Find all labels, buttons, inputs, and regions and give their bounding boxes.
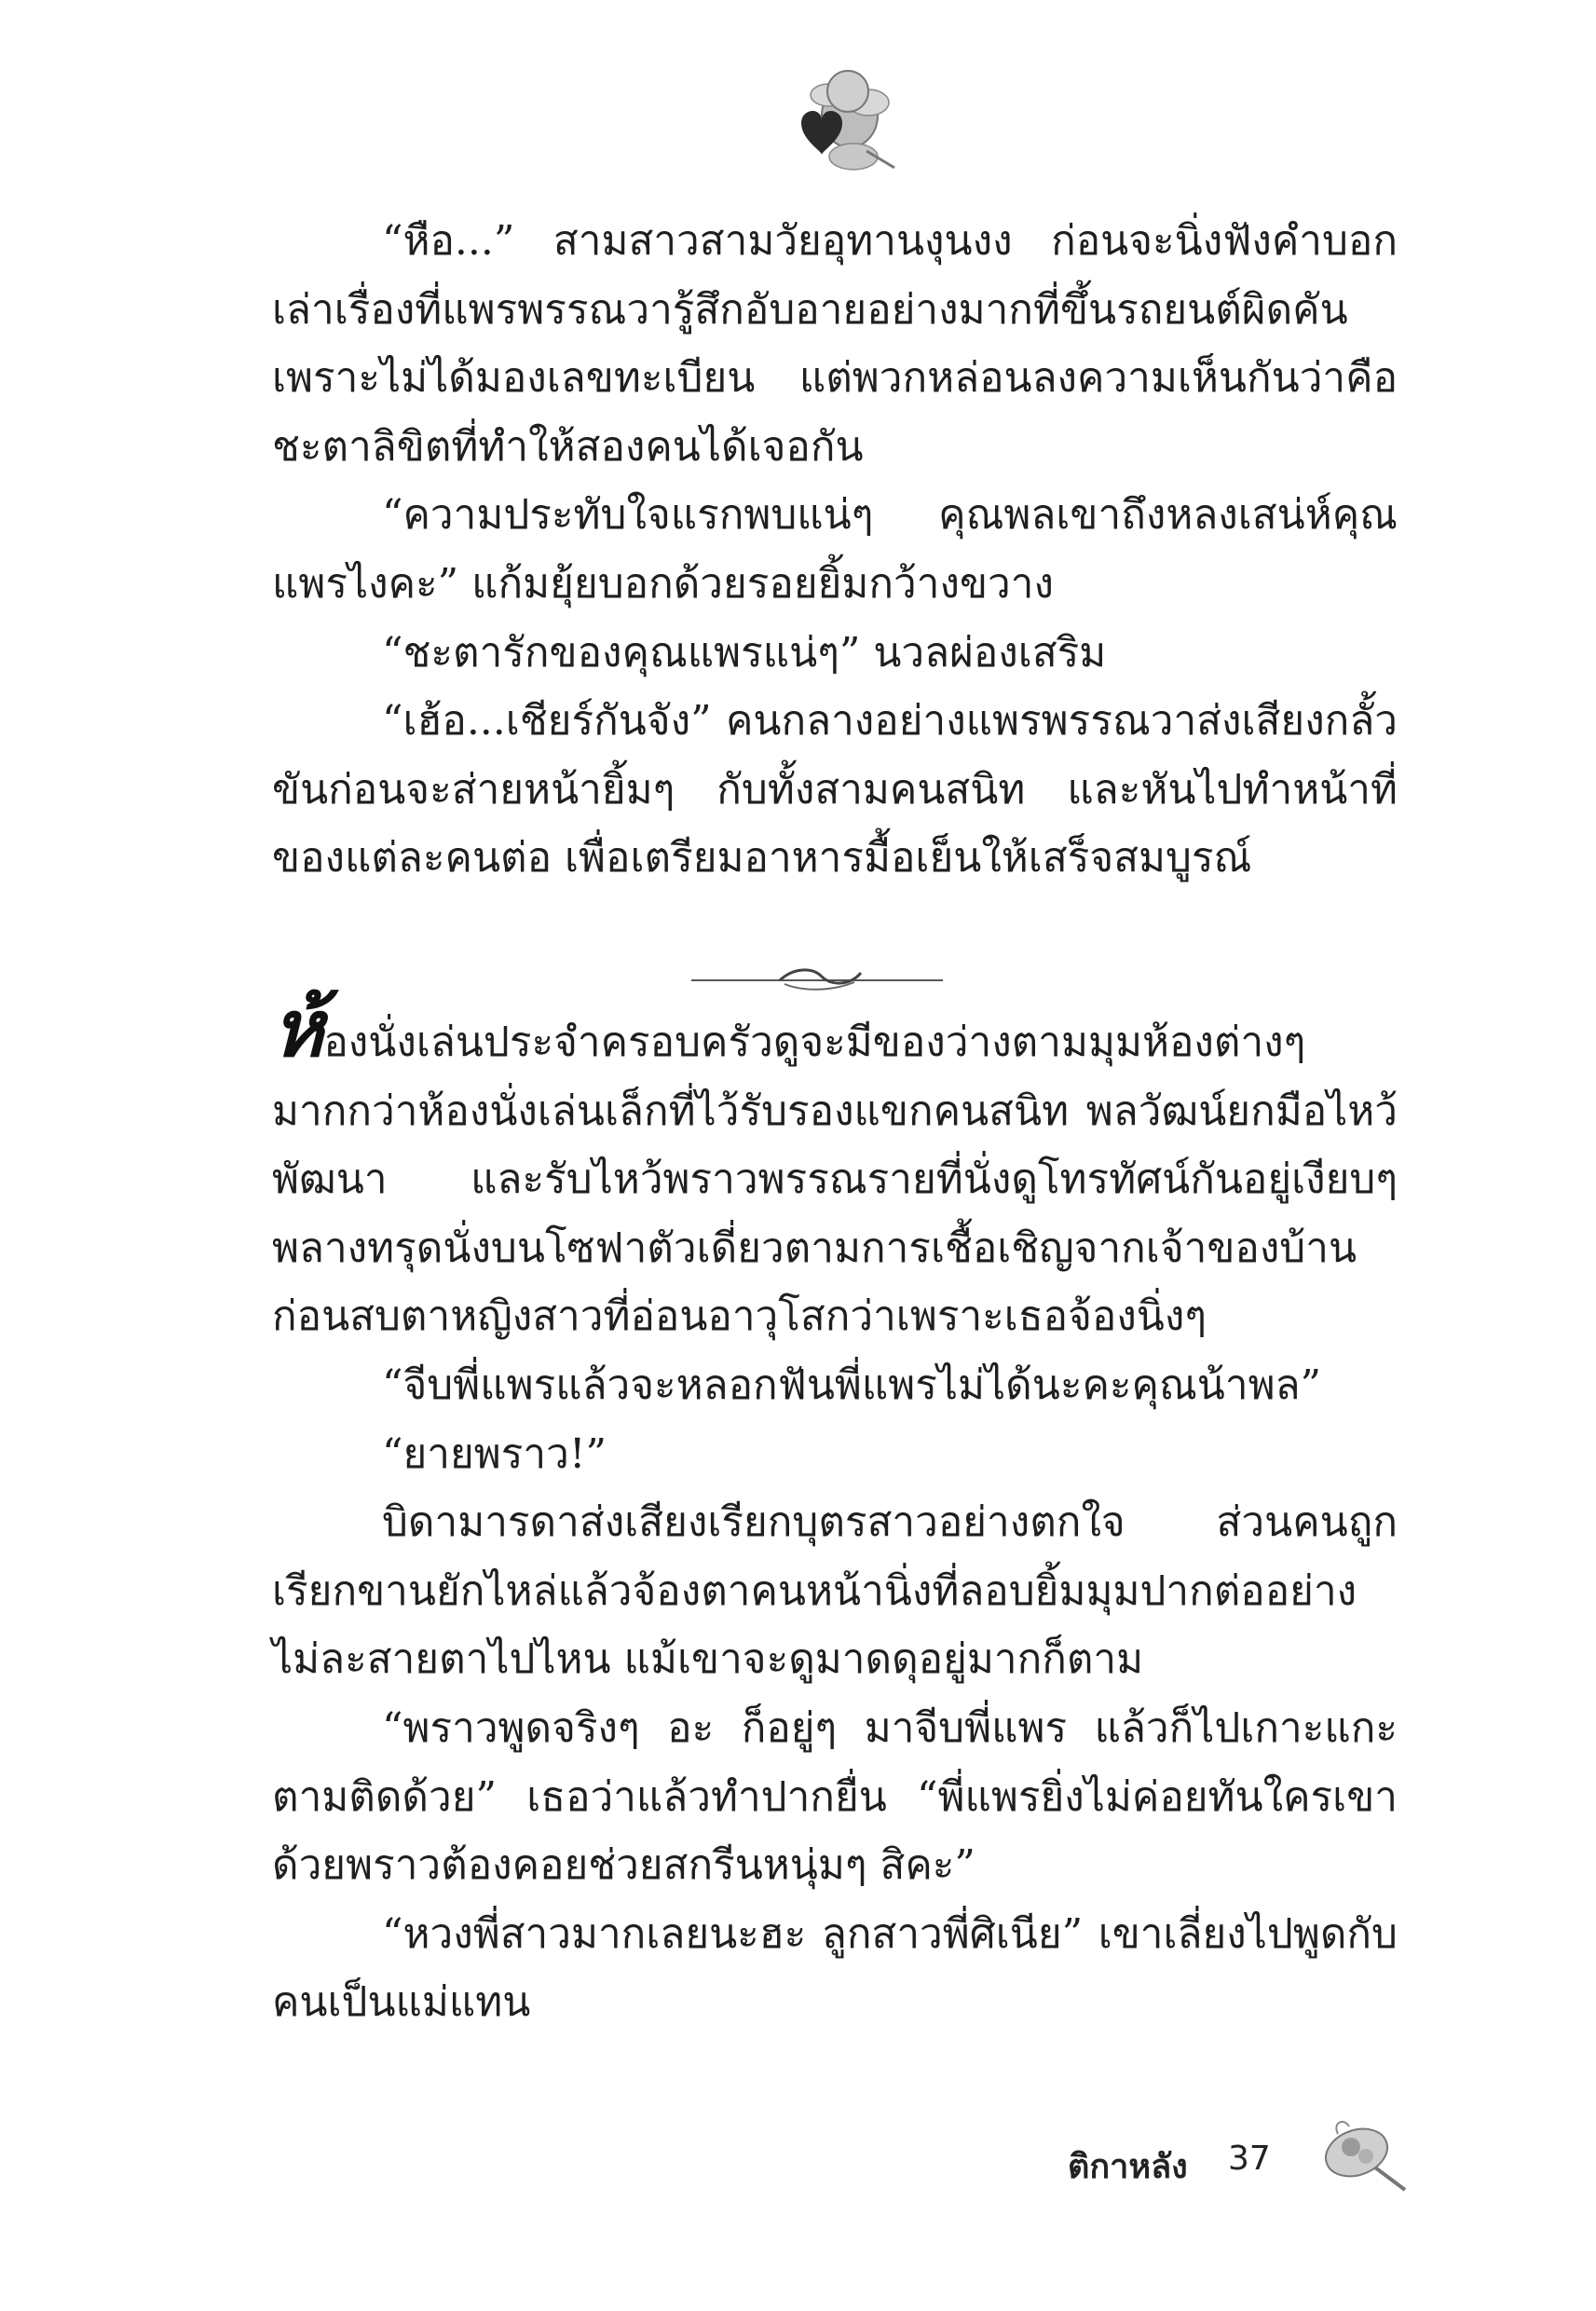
page-number: 37 [1228,2140,1271,2178]
paragraph: “หวงพี่สาวมากเลยนะฮะ ลูกสาวพี่ศิเนีย” เขาเลี่ยงไปพูดกับคนเป็นแม่แทน [272,1909,1398,2027]
paragraph: “ความประทับใจแรกพบแน่ๆ คุณพลเขาถึงหลงเสน่ห์คุณแพรไงคะ” แก้มยุ้ยบอกด้วยรอยยิ้มกว้างขวาง [272,491,1398,608]
paragraph: “พราวพูดจริงๆ อะ ก็อยู่ๆ มาจีบพี่แพร แล้วก็ไปเกาะแกะตามติดด้วย” เธอว่าแล้วทำปากยื่น “พี่แพรยิ่งไม่ค่อยทันใครเขาด้วยพราวต้องคอยช่วยสกรีนหนุ่มๆ สิคะ” [272,1703,1398,1890]
paragraph: “ชะตารักของคุณแพรแน่ๆ” นวลผ่องเสริม [382,628,1107,677]
paragraph: “เฮ้อ...เชียร์กันจัง” คนกลางอย่างแพรพรรณวาส่งเสียงกลั้วขันก่อนจะส่ายหน้ายิ้มๆ กับทั้งสามคนสนิท และหันไปทำหน้าที่ของแต่ละคนต่อ เพื่อเตรียมอาหารมื้อเย็นให้เสร็จสมบูรณ์ [272,697,1398,882]
text-block-top [272,207,1398,893]
cherub-heart-icon [764,58,904,188]
paragraph: “จีบพี่แพรแล้วจะหลอกฟันพี่แพรไม่ได้นะคะคุณน้าพล” [382,1361,1322,1409]
paragraph-first-text: องนั่งเล่นประจำครอบครัวดูจะมีของว่างตามมุมห้องต่างๆ มากกว่าห้องนั่งเล่นเล็กที่ไว้รับรองแขกคนสนิท พลวัฒน์ยกมือไหว้พัฒนา และรับไหว้พราวพรรณรายที่นั่งดูโทรทัศน์กันอยู่เงียบๆ พลางทรุดนั่งบนโซฟาตัวเดี่ยวตามการเชื้อเชิญจากเจ้าของบ้าน ก่อนสบตาหญิงสาวที่อ่อนอาวุโสกว่าเพราะเธอจ้องนิ่งๆ [272,1019,1398,1341]
text-block-bottom [272,983,1398,2037]
paragraph-dropcap [272,983,1398,1351]
running-footer-title: ติกาหลัง [1068,2148,1188,2186]
scroll-divider-icon [691,960,943,997]
paragraph: “ยายพราว!” [382,1429,607,1478]
paragraph: “หือ...” สามสาวสามวัยอุทานงุนงง ก่อนจะนิ่งฟังคำบอกเล่าเรื่องที่แพรพรรณวารู้สึกอับอายอย่างมากที่ขึ้นรถยนต์ผิดคันเพราะไม่ได้มองเลขทะเบียน แต่พวกหล่อนลงความเห็นกันว่าคือชะตาลิขิตที่ทำให้สองคนได้เจอกัน [272,217,1398,471]
drop-cap: ห้ [272,983,324,1074]
flower-ornament-icon [1310,2106,1412,2199]
paragraph: บิดามารดาส่งเสียงเรียกบุตรสาวอย่างตกใจ ส่วนคนถูกเรียกขานยักไหล่แล้วจ้องตาคนหน้านิ่งที่ลอบยิ้มมุมปากต่ออย่างไม่ละสายตาไปไหน แม้เขาจะดูมาดดุอยู่มากก็ตาม [272,1498,1398,1684]
